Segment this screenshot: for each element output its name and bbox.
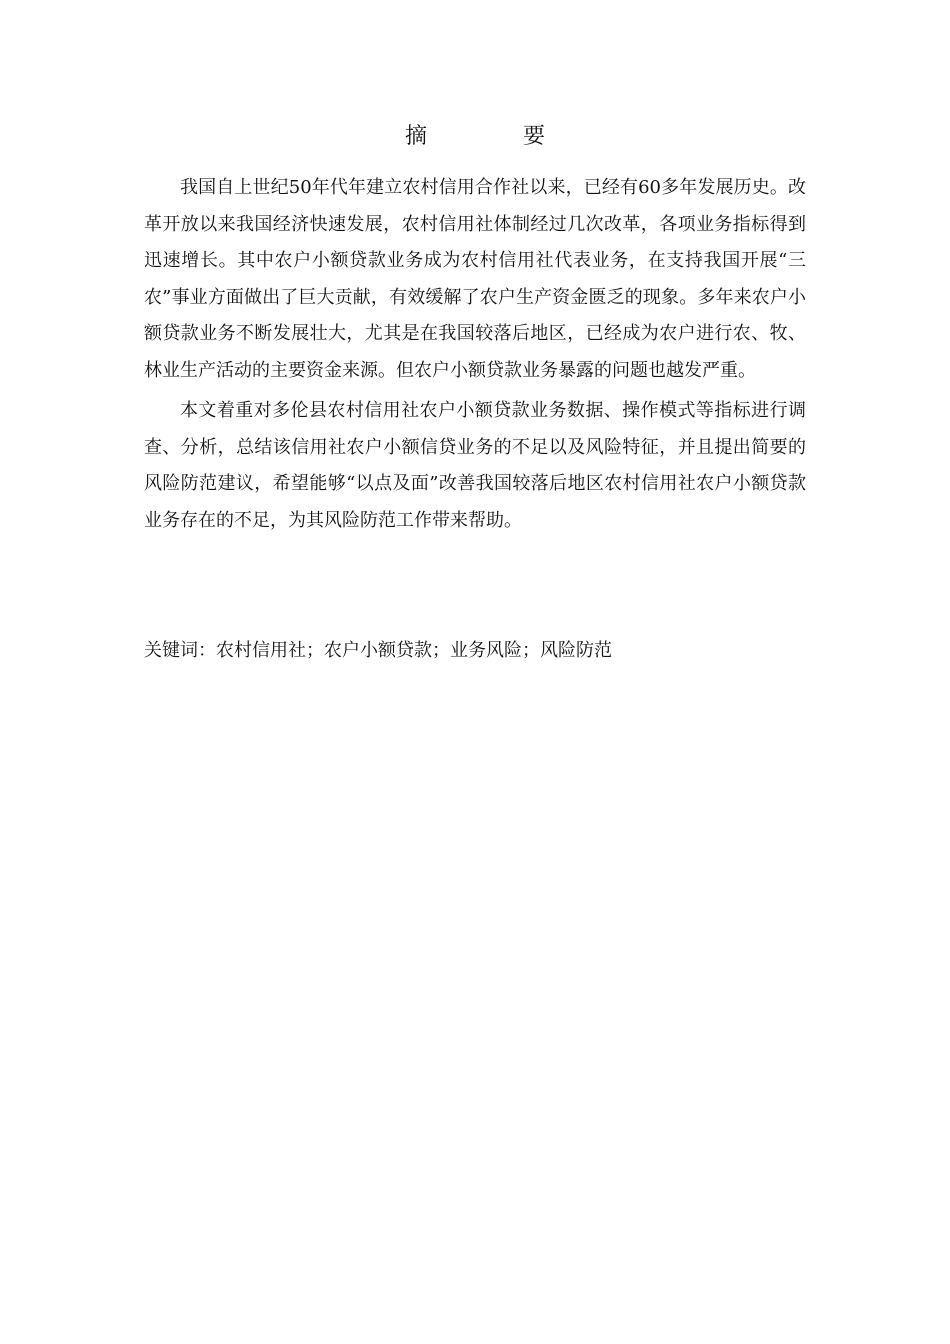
- abstract-title: [0, 120, 950, 154]
- abstract-body: [144, 170, 806, 539]
- abstract-paragraph-2: 本文着重对多伦县农村信用社农户小额贷款业务数据、操作模式等指标进行调查、分析，总结该信用社农户小额信贷业务的不足以及风险特征，并且提出简要的风险防范建议，希望能够“以点及面”改善我国较落后地区农村信用社农户小额贷款业务存在的不足，为其风险防范工作带来帮助。: [144, 400, 806, 531]
- title-char-2: 要: [523, 124, 546, 149]
- abstract-paragraph-1: 我国自上世纪50年代年建立农村信用合作社以来，已经有60多年发展历史。改革开放以来我国经济快速发展，农村信用社体制经过几次改革，各项业务指标得到迅速增长。其中农户小额贷款业务成为农村信用社代表业务，在支持我国开展“三农”事业方面做出了巨大贡献，有效缓解了农户生产资金匮乏的现象。多年来农户小额贷款业务不断发展壮大，尤其是在我国较落后地区，已经成为农户进行农、牧、林业生产活动的主要资金来源。但农户小额贷款业务暴露的问题也越发严重。: [144, 177, 806, 381]
- keywords-line: 关键词：农村信用社；农户小额贷款；业务风险；风险防范: [144, 640, 612, 661]
- title-char-1: 摘: [404, 124, 427, 149]
